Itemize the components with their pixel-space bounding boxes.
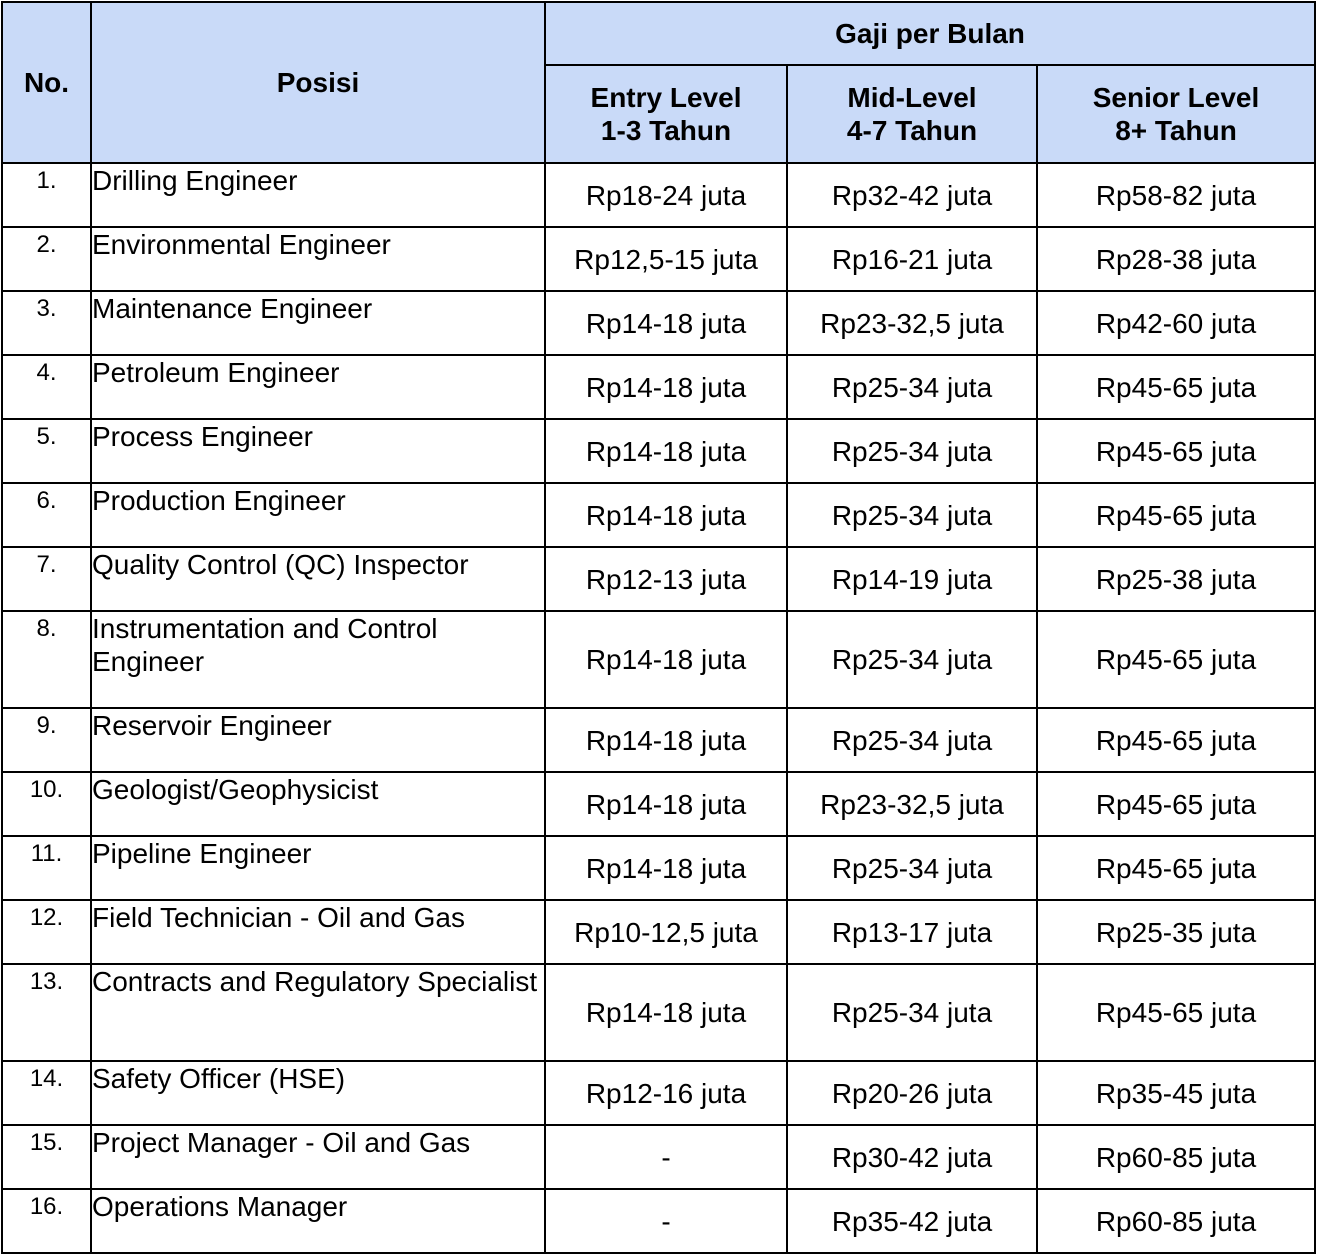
row-posisi: Safety Officer (HSE) (91, 1061, 545, 1125)
table-row (2, 1189, 1315, 1253)
row-mid-salary: Rp25-34 juta (787, 611, 1037, 708)
row-posisi: Instrumentation and Control Engineer (91, 611, 545, 708)
row-posisi: Field Technician - Oil and Gas (91, 900, 545, 964)
table-row (2, 419, 1315, 483)
row-mid-salary: Rp23-32,5 juta (787, 291, 1037, 355)
row-senior-salary: Rp60-85 juta (1037, 1189, 1315, 1253)
header-entry-level-years: 1-3 Tahun (600, 115, 732, 146)
row-entry-salary: Rp14-18 juta (545, 355, 787, 419)
header-mid-level-label: Mid-Level (847, 82, 977, 113)
table-row (2, 836, 1315, 900)
row-entry-salary: Rp14-18 juta (545, 291, 787, 355)
row-mid-salary: Rp25-34 juta (787, 483, 1037, 547)
row-senior-salary: Rp28-38 juta (1037, 227, 1315, 291)
table-row (2, 1061, 1315, 1125)
row-entry-salary: Rp14-18 juta (545, 483, 787, 547)
row-number: 7. (2, 547, 91, 611)
row-posisi: Production Engineer (91, 483, 545, 547)
row-mid-salary: Rp25-34 juta (787, 836, 1037, 900)
row-posisi: Reservoir Engineer (91, 708, 545, 772)
row-posisi: Petroleum Engineer (91, 355, 545, 419)
row-number: 8. (2, 611, 91, 708)
table-row (2, 163, 1315, 227)
row-entry-salary: - (545, 1125, 787, 1189)
row-senior-salary: Rp45-65 juta (1037, 483, 1315, 547)
table-row (2, 483, 1315, 547)
row-senior-salary: Rp45-65 juta (1037, 611, 1315, 708)
row-mid-salary: Rp25-34 juta (787, 419, 1037, 483)
row-senior-salary: Rp45-65 juta (1037, 355, 1315, 419)
table-row (2, 900, 1315, 964)
header-entry-level (545, 65, 787, 163)
row-senior-salary: Rp35-45 juta (1037, 1061, 1315, 1125)
table-row (2, 1125, 1315, 1189)
row-number: 12. (2, 900, 91, 964)
row-senior-salary: Rp60-85 juta (1037, 1125, 1315, 1189)
table-row (2, 708, 1315, 772)
row-number: 13. (2, 964, 91, 1061)
row-number: 6. (2, 483, 91, 547)
table-row (2, 772, 1315, 836)
row-senior-salary: Rp45-65 juta (1037, 964, 1315, 1061)
row-posisi: Project Manager - Oil and Gas (91, 1125, 545, 1189)
row-entry-salary: Rp14-18 juta (545, 419, 787, 483)
row-number: 9. (2, 708, 91, 772)
row-mid-salary: Rp13-17 juta (787, 900, 1037, 964)
row-mid-salary: Rp30-42 juta (787, 1125, 1037, 1189)
salary-table (1, 1, 1316, 1254)
row-mid-salary: Rp23-32,5 juta (787, 772, 1037, 836)
row-entry-salary: Rp14-18 juta (545, 836, 787, 900)
header-senior-level-label: Senior Level (1092, 82, 1260, 113)
table-row (2, 547, 1315, 611)
row-posisi: Drilling Engineer (91, 163, 545, 227)
table-row (2, 611, 1315, 708)
row-senior-salary: Rp25-35 juta (1037, 900, 1315, 964)
table-body (2, 163, 1315, 1253)
row-posisi: Environmental Engineer (91, 227, 545, 291)
row-entry-salary: Rp14-18 juta (545, 708, 787, 772)
header-row-top (2, 2, 1315, 65)
row-mid-salary: Rp20-26 juta (787, 1061, 1037, 1125)
header-no: No. (2, 2, 91, 163)
table-row (2, 227, 1315, 291)
row-senior-salary: Rp42-60 juta (1037, 291, 1315, 355)
row-entry-salary: - (545, 1189, 787, 1253)
row-senior-salary: Rp45-65 juta (1037, 419, 1315, 483)
table-row (2, 964, 1315, 1061)
table-row (2, 355, 1315, 419)
row-mid-salary: Rp25-34 juta (787, 355, 1037, 419)
row-number: 15. (2, 1125, 91, 1189)
row-senior-salary: Rp58-82 juta (1037, 163, 1315, 227)
row-number: 2. (2, 227, 91, 291)
header-gaji-per-bulan: Gaji per Bulan (545, 2, 1315, 65)
row-senior-salary: Rp45-65 juta (1037, 708, 1315, 772)
row-entry-salary: Rp14-18 juta (545, 772, 787, 836)
row-posisi: Geologist/Geophysicist (91, 772, 545, 836)
row-posisi: Process Engineer (91, 419, 545, 483)
row-senior-salary: Rp45-65 juta (1037, 772, 1315, 836)
row-posisi: Contracts and Regulatory Specialist (91, 964, 545, 1061)
row-senior-salary: Rp45-65 juta (1037, 836, 1315, 900)
row-posisi: Pipeline Engineer (91, 836, 545, 900)
row-entry-salary: Rp18-24 juta (545, 163, 787, 227)
row-entry-salary: Rp12-13 juta (545, 547, 787, 611)
table-row (2, 291, 1315, 355)
row-posisi: Maintenance Engineer (91, 291, 545, 355)
row-number: 14. (2, 1061, 91, 1125)
row-number: 5. (2, 419, 91, 483)
row-entry-salary: Rp12-16 juta (545, 1061, 787, 1125)
row-entry-salary: Rp12,5-15 juta (545, 227, 787, 291)
row-mid-salary: Rp14-19 juta (787, 547, 1037, 611)
row-number: 1. (2, 163, 91, 227)
row-mid-salary: Rp25-34 juta (787, 964, 1037, 1061)
header-senior-level-years: 8+ Tahun (1115, 115, 1237, 146)
row-entry-salary: Rp14-18 juta (545, 964, 787, 1061)
row-number: 10. (2, 772, 91, 836)
header-senior-level (1037, 65, 1315, 163)
row-entry-salary: Rp14-18 juta (545, 611, 787, 708)
header-mid-level-years: 4-7 Tahun (846, 115, 978, 146)
header-posisi: Posisi (91, 2, 545, 163)
row-number: 11. (2, 836, 91, 900)
header-entry-level-label: Entry Level (590, 82, 742, 113)
row-number: 16. (2, 1189, 91, 1253)
header-mid-level (787, 65, 1037, 163)
row-posisi: Operations Manager (91, 1189, 545, 1253)
row-number: 3. (2, 291, 91, 355)
row-entry-salary: Rp10-12,5 juta (545, 900, 787, 964)
row-posisi: Quality Control (QC) Inspector (91, 547, 545, 611)
row-mid-salary: Rp16-21 juta (787, 227, 1037, 291)
row-mid-salary: Rp25-34 juta (787, 708, 1037, 772)
table-header (2, 2, 1315, 163)
row-mid-salary: Rp32-42 juta (787, 163, 1037, 227)
row-mid-salary: Rp35-42 juta (787, 1189, 1037, 1253)
row-number: 4. (2, 355, 91, 419)
row-senior-salary: Rp25-38 juta (1037, 547, 1315, 611)
